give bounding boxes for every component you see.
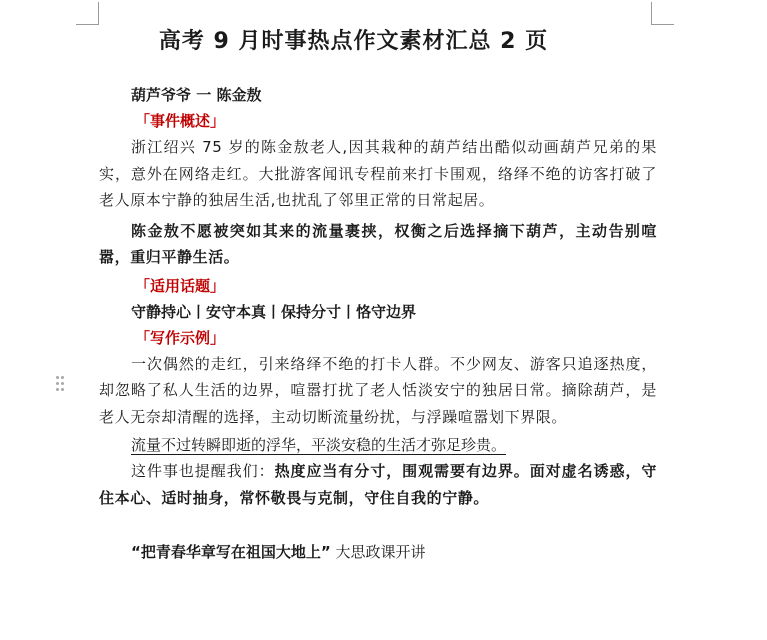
heading-youth-lecture <box>99 539 657 565</box>
heading-youth-rest: 大思政课开讲 <box>330 543 426 561</box>
heading-gourd-grandpa: 葫芦爷爷 一 陈金敖 <box>131 86 262 104</box>
event-bold-paragraph: 陈金敖不愿被突如其来的流量裹挟，权衡之后选择摘下葫芦，主动告别喧嚣，重归平静生活。 <box>99 221 657 266</box>
closing-bold-text: 热度应当有分寸，围观需要有边界。面对虚名诱惑，守住本心、适时抽身，常怀敬畏与克制，守住自我的宁静。 <box>99 462 658 507</box>
closing-paragraph <box>99 458 657 511</box>
document-title-text: 高考 9 月时事热点作文素材汇总 2 页 <box>158 29 549 54</box>
section-label-event: 「事件概述」 <box>135 112 226 130</box>
paragraph-gap <box>99 511 657 533</box>
underlined-sentence-text: 流量不过转瞬即逝的浮华，平淡安稳的生活才弥足珍贵。 <box>131 436 507 454</box>
drag-handle-icon[interactable] <box>56 376 64 392</box>
page-corner-mark-top-left <box>76 2 99 25</box>
section-label-example: 「写作示例」 <box>135 328 226 347</box>
section-label-topic: 「适用话题」 <box>135 276 226 295</box>
heading-youth-quote: “把青春华章写在祖国大地上” <box>131 543 331 561</box>
event-paragraph: 浙江绍兴 75 岁的陈金敖老人,因其栽种的葫芦结出酷似动画葫芦兄弟的果实，意外在网络走红。大批游客闻讯专程前来打卡围观，络绎不绝的访客打破了老人原本宁静的独居生活,也扰乱了邻里正常的日常起居。 <box>99 138 657 209</box>
document-body <box>99 82 657 565</box>
topic-list: 守静持心丨安守本真丨保持分寸丨恪守边界 <box>131 302 417 321</box>
underlined-sentence <box>99 432 657 458</box>
closing-normal-text: 这件事也提醒我们： <box>131 462 275 480</box>
example-paragraph: 一次偶然的走红，引来络绎不绝的打卡人群。不少网友、游客只追逐热度，却忽略了私人生活的边界，喧嚣打扰了老人恬淡安宁的独居日常。摘除葫芦，是老人无奈却清醒的选择，主动切断流量纷扰，与浮躁喧嚣划下界限。 <box>99 354 657 426</box>
page-corner-mark-top-right <box>651 2 674 25</box>
document-title <box>0 24 767 55</box>
